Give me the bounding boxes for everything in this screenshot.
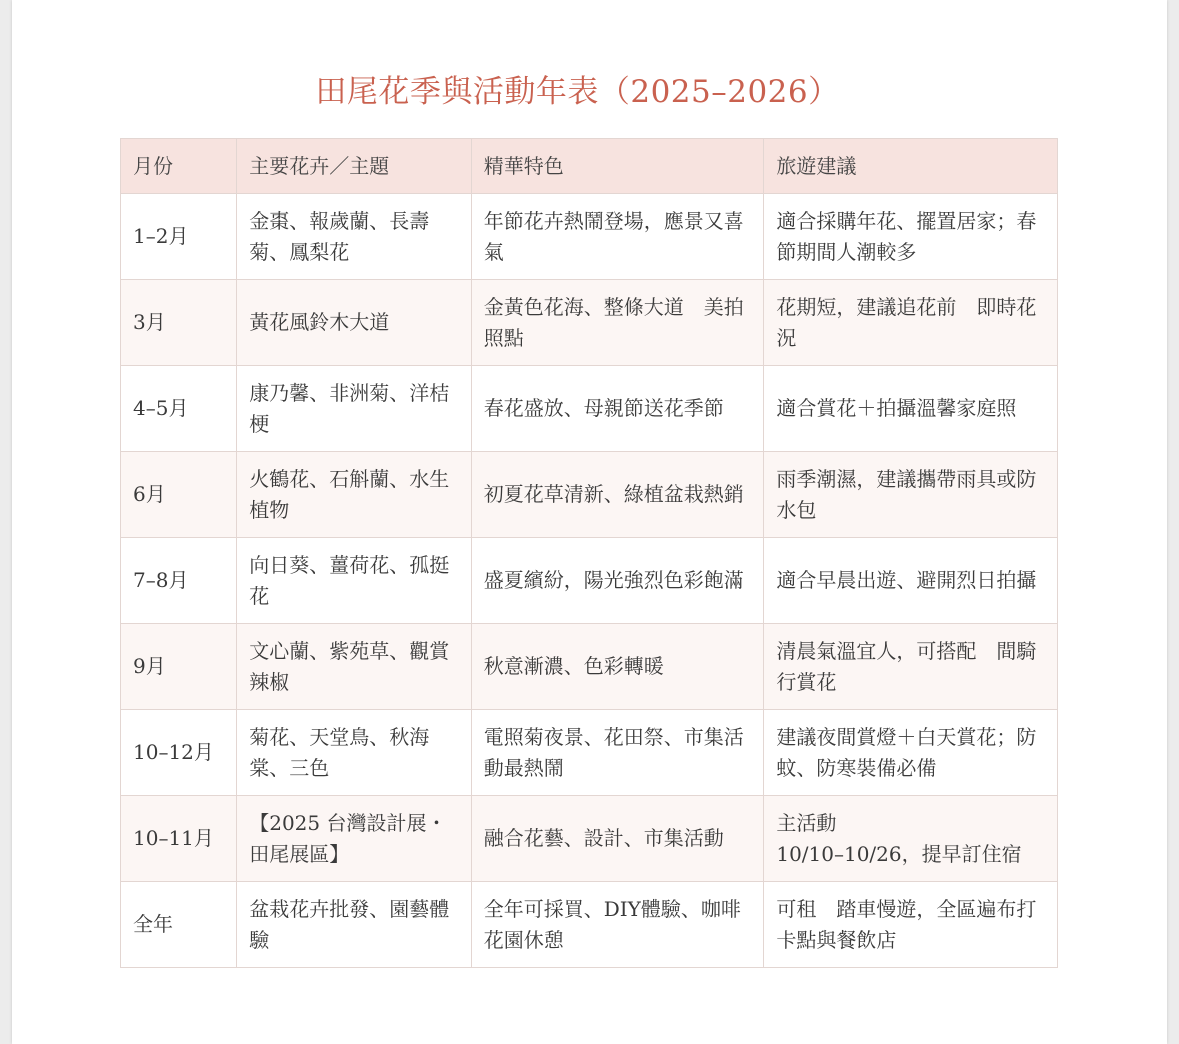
features-cell: 年節花卉熱鬧登場，應景又喜氣 [471, 194, 764, 280]
flowers-cell: 向日葵、薑荷花、孤挺花 [237, 538, 472, 624]
features-cell: 初夏花草清新、綠植盆栽熱銷 [471, 452, 764, 538]
table-row [121, 280, 1058, 366]
month-cell: 6月 [121, 452, 237, 538]
header-tips: 旅遊建議 [764, 139, 1058, 194]
tips-cell: 花期短，建議追花前 即時花況 [764, 280, 1058, 366]
table-row [121, 366, 1058, 452]
features-cell: 金黃色花海、整條大道 美拍照點 [471, 280, 764, 366]
flowers-cell: 康乃馨、非洲菊、洋桔梗 [237, 366, 472, 452]
tips-cell: 建議夜間賞燈＋白天賞花；防蚊、防寒裝備必備 [764, 710, 1058, 796]
header-flowers: 主要花卉／主題 [237, 139, 472, 194]
flowers-cell: 金棗、報歲蘭、長壽菊、鳳梨花 [237, 194, 472, 280]
table-row [121, 194, 1058, 280]
tips-cell: 可租 踏車慢遊，全區遍布打卡點與餐飲店 [764, 882, 1058, 968]
page-title: 田尾花季與活動年表（2025–2026） [315, 74, 840, 110]
flowers-cell: 文心蘭、紫苑草、觀賞辣椒 [237, 624, 472, 710]
features-cell: 秋意漸濃、色彩轉暖 [471, 624, 764, 710]
month-cell: 9月 [121, 624, 237, 710]
features-cell: 春花盛放、母親節送花季節 [471, 366, 764, 452]
table-row [121, 538, 1058, 624]
table-header-row [121, 139, 1058, 194]
tips-cell: 適合採購年花、擺置居家；春節期間人潮較多 [764, 194, 1058, 280]
month-cell: 10–11月 [121, 796, 237, 882]
tips-cell: 清晨氣溫宜人，可搭配 間騎行賞花 [764, 624, 1058, 710]
flowers-cell: 【2025 台灣設計展・田尾展區】 [237, 796, 472, 882]
month-cell: 7–8月 [121, 538, 237, 624]
month-cell: 4–5月 [121, 366, 237, 452]
table-row [121, 796, 1058, 882]
tips-cell: 主活動 10/10–10/26，提早訂住宿 [764, 796, 1058, 882]
table-row [121, 624, 1058, 710]
header-month: 月份 [121, 139, 237, 194]
flowers-cell: 黃花風鈴木大道 [237, 280, 472, 366]
month-cell: 3月 [121, 280, 237, 366]
flower-season-table [120, 138, 1058, 968]
month-cell: 全年 [121, 882, 237, 968]
document-page [12, 0, 1167, 1044]
features-cell: 盛夏繽紛，陽光強烈色彩飽滿 [471, 538, 764, 624]
flowers-cell: 火鶴花、石斛蘭、水生植物 [237, 452, 472, 538]
features-cell: 融合花藝、設計、市集活動 [471, 796, 764, 882]
month-cell: 1–2月 [121, 194, 237, 280]
tips-cell: 雨季潮濕，建議攜帶雨具或防水包 [764, 452, 1058, 538]
tips-cell: 適合早晨出遊、避開烈日拍攝 [764, 538, 1058, 624]
table-row [121, 452, 1058, 538]
month-cell: 10–12月 [121, 710, 237, 796]
features-cell: 電照菊夜景、花田祭、市集活動最熱鬧 [471, 710, 764, 796]
table-row [121, 710, 1058, 796]
flowers-cell: 菊花、天堂鳥、秋海棠、三色 [237, 710, 472, 796]
table-row [121, 882, 1058, 968]
tips-cell: 適合賞花＋拍攝溫馨家庭照 [764, 366, 1058, 452]
flowers-cell: 盆栽花卉批發、園藝體驗 [237, 882, 472, 968]
features-cell: 全年可採買、DIY體驗、咖啡花園休憩 [471, 882, 764, 968]
header-features: 精華特色 [471, 139, 764, 194]
